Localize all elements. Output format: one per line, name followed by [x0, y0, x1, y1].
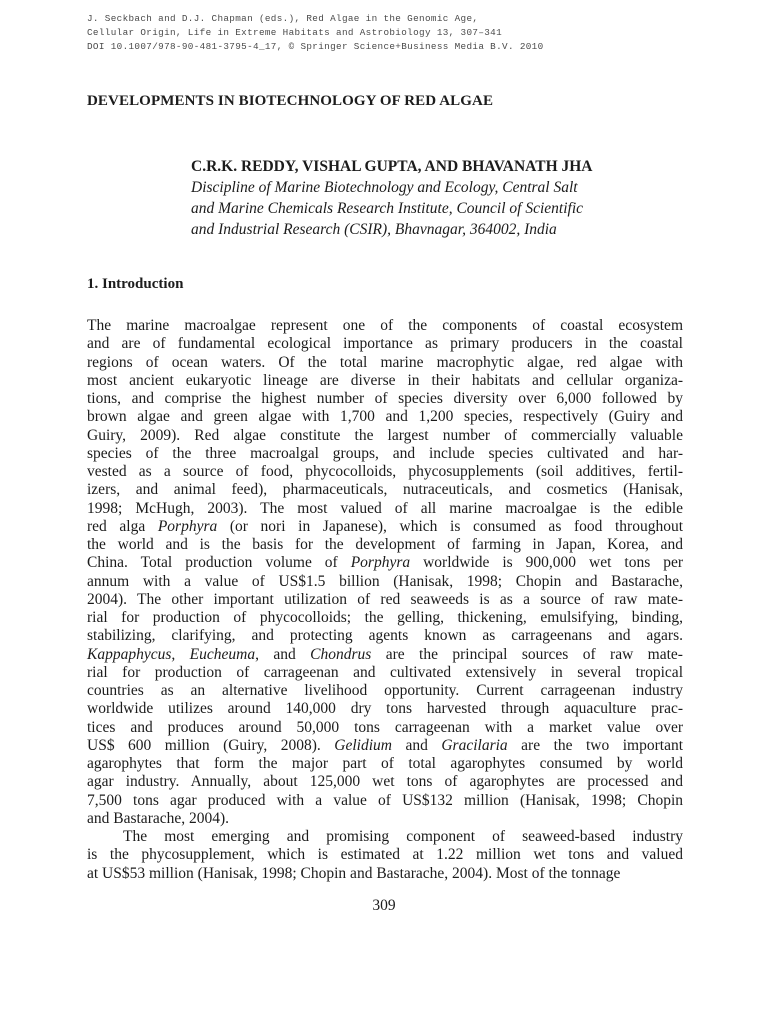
italic-species-name: Porphyra [350, 554, 411, 572]
body-line: vested as a source of food, phycocolloids, phycosupplements (soil additives, fertil- [87, 463, 683, 480]
body-line: Kappaphycus, Eucheuma, and Chondrus are the principal sources of raw mate- [87, 645, 683, 663]
italic-species-name: Kappaphycus, Eucheuma [87, 645, 256, 663]
body-line: red alga Porphyra (or nori in Japanese), which is consumed as food throughout [87, 517, 684, 535]
affiliation [191, 177, 711, 240]
body-line: agarophytes that form the major part of total agarophytes consumed by world [87, 755, 683, 772]
body-line: 7,500 tons agar produced with a value of US$132 million (Hanisak, 1998; Chopin [87, 791, 683, 809]
author-block [191, 156, 711, 240]
body-line: tions, and comprise the highest number of species diversity over 6,000 followed by [87, 390, 683, 407]
header-line-1: J. Seckbach and D.J. Chapman (eds.), Red Algae in the Genomic Age, [87, 13, 479, 24]
body-line: tices and produces around 50,000 tons carrageenan with a market value over [87, 718, 683, 736]
italic-species-name: Chondrus [310, 645, 372, 663]
body-line: most ancient eukaryotic lineage are diverse in their habitats and cellular organiza- [87, 371, 683, 389]
body-line: Guiry, 2009). Red algae constitute the largest number of commercially valuable [87, 426, 683, 444]
body-line: rial for production of carrageenan and cultivated extensively in several tropical [87, 663, 683, 681]
body-line: The marine macroalgae represent one of the components of coastal ecosystem [87, 317, 683, 334]
body-line: brown algae and green algae with 1,700 and 1,200 species, respectively (Guiry and [87, 408, 683, 426]
affiliation-line-3: and Industrial Research (CSIR), Bhavnagar, 364002, India [191, 221, 557, 238]
chapter-title: DEVELOPMENTS IN BIOTECHNOLOGY OF RED ALGAE [87, 93, 494, 109]
italic-species-name: Porphyra [157, 517, 218, 535]
body-line: rial for production of phycocolloids; the gelling, thickening, emulsifying, binding, [87, 609, 683, 626]
header-line-3: DOI 10.1007/978-90-481-3795-4_17, © Springer Science+Business Media B.V. 2010 [87, 41, 544, 52]
body-line: at US$53 million (Hanisak, 1998; Chopin and Bastarache, 2004). Most of the tonnage [87, 864, 621, 882]
italic-species-name: Gracilaria [441, 736, 508, 754]
body-line: and are of fundamental ecological importance as primary producers in the coastal [87, 335, 683, 353]
body-line: annum with a value of US$1.5 billion (Hanisak, 1998; Chopin and Bastarache, [87, 572, 683, 590]
body-line: izers, and animal feed), pharmaceuticals, nutraceuticals, and cosmetics (Hanisak, [87, 481, 683, 499]
body-line: US$ 600 million (Guiry, 2008). Gelidium and Gracilaria are the two important [87, 736, 684, 754]
body-line: 1998; McHugh, 2003). The most valued of all marine macroalgae is the edible [87, 499, 683, 517]
body-line: and Bastarache, 2004). [87, 809, 230, 827]
section-heading: 1. Introduction [87, 276, 184, 292]
body-line: the world and is the basis for the development of farming in Japan, Korea, and [87, 536, 683, 553]
affiliation-line-2: and Marine Chemicals Research Institute, Council of Scientific [191, 200, 584, 217]
body-line: regions of ocean waters. Of the total marine macrophytic algae, red algae with [87, 353, 683, 371]
body-line: worldwide utilizes around 140,000 dry tons harvested through aquaculture prac- [87, 700, 683, 718]
body-line: is the phycosupplement, which is estimated at 1.22 million wet tons and valued [87, 846, 683, 864]
author-names: C.R.K. REDDY, VISHAL GUPTA, AND BHAVANATH JHA [191, 158, 593, 175]
body-text [87, 317, 683, 883]
body-line: The most emerging and promising component of seaweed-based industry [123, 828, 683, 845]
page-number: 309 [372, 897, 396, 914]
body-line: agar industry. Annually, about 125,000 wet tons of agarophytes are processed and [87, 773, 683, 791]
header-line-2: Cellular Origin, Life in Extreme Habitats and Astrobiology 13, 307–341 [87, 27, 503, 38]
italic-species-name: Gelidium [334, 736, 392, 754]
body-line: species of the three macroalgal groups, and include species cultivated and har- [87, 444, 683, 462]
running-header [87, 12, 727, 54]
body-line: stabilizing, clarifying, and protecting agents known as carrageenans and agars. [87, 627, 683, 645]
body-line: 2004). The other important utilization of red seaweeds is as a source of raw mate- [87, 590, 683, 608]
affiliation-line-1: Discipline of Marine Biotechnology and Ecology, Central Salt [191, 179, 578, 196]
body-line: China. Total production volume of Porphyra worldwide is 900,000 wet tons per [87, 554, 684, 572]
body-line: countries as an alternative livelihood opportunity. Current carrageenan industry [87, 682, 683, 699]
